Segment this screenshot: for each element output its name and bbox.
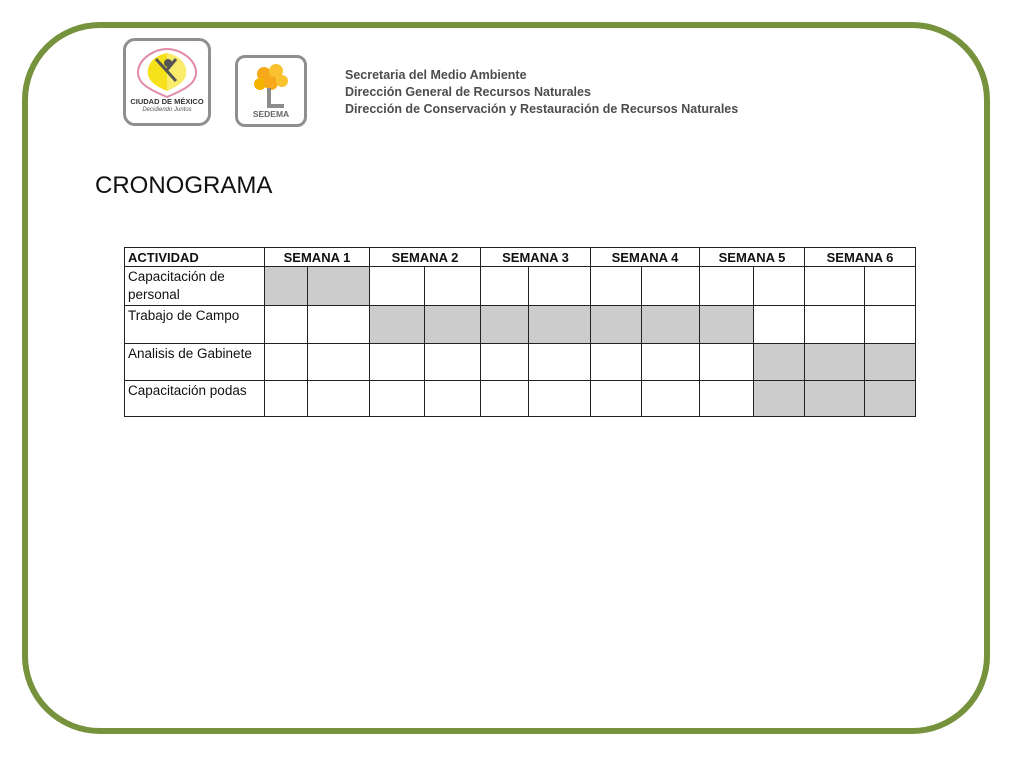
schedule-cell bbox=[308, 381, 370, 417]
schedule-cell bbox=[591, 381, 642, 417]
schedule-cell-active bbox=[700, 306, 754, 344]
schedule-cell-active bbox=[308, 267, 370, 306]
schedule-cell bbox=[805, 267, 865, 306]
schedule-cell-active bbox=[865, 381, 916, 417]
schedule-cell-active bbox=[370, 306, 425, 344]
activity-label: Capacitación de personal bbox=[125, 267, 265, 306]
schedule-cell-active bbox=[265, 267, 308, 306]
schedule-cell bbox=[865, 306, 916, 344]
page-title: CRONOGRAMA bbox=[95, 172, 273, 199]
schedule-cell bbox=[754, 267, 805, 306]
week-header-6: SEMANA 6 bbox=[805, 248, 916, 267]
schedule-table bbox=[124, 247, 916, 417]
week-header-5: SEMANA 5 bbox=[700, 248, 805, 267]
schedule-cell bbox=[370, 344, 425, 381]
cdmx-logo bbox=[123, 38, 211, 126]
schedule-cell bbox=[529, 381, 591, 417]
schedule-cell bbox=[700, 344, 754, 381]
sedema-logo bbox=[235, 55, 307, 127]
table-row bbox=[125, 267, 916, 306]
week-header-3: SEMANA 3 bbox=[481, 248, 591, 267]
schedule-cell-active bbox=[591, 306, 642, 344]
schedule-cell bbox=[754, 306, 805, 344]
table-body bbox=[125, 267, 916, 417]
header-line-3: Dirección de Conservación y Restauración de Recursos Naturales bbox=[345, 102, 739, 116]
cdmx-logo-motto: Decidiendo Juntos bbox=[142, 107, 192, 113]
cdmx-logo-text: CIUDAD DE MÉXICO bbox=[130, 97, 204, 106]
schedule-cell bbox=[805, 306, 865, 344]
schedule-cell bbox=[308, 344, 370, 381]
schedule-cell bbox=[370, 267, 425, 306]
schedule-cell bbox=[308, 306, 370, 344]
schedule-cell bbox=[265, 306, 308, 344]
table-row bbox=[125, 344, 916, 381]
schedule-cell bbox=[591, 267, 642, 306]
schedule-cell bbox=[481, 381, 529, 417]
header-line-2: Dirección General de Recursos Naturales bbox=[345, 85, 591, 99]
schedule-cell-active bbox=[425, 306, 481, 344]
schedule-cell bbox=[265, 344, 308, 381]
schedule-cell bbox=[529, 344, 591, 381]
schedule-cell-active bbox=[481, 306, 529, 344]
schedule-cell bbox=[481, 267, 529, 306]
schedule-cell bbox=[700, 267, 754, 306]
schedule-cell bbox=[425, 381, 481, 417]
schedule-cell bbox=[265, 381, 308, 417]
activity-label: Trabajo de Campo bbox=[125, 306, 265, 344]
schedule-cell-active bbox=[529, 306, 591, 344]
schedule-cell bbox=[425, 267, 481, 306]
schedule-cell-active bbox=[805, 381, 865, 417]
schedule-cell bbox=[700, 381, 754, 417]
activity-label: Capacitación podas bbox=[125, 381, 265, 417]
schedule-cell-active bbox=[865, 344, 916, 381]
schedule-cell-active bbox=[754, 381, 805, 417]
schedule-cell-active bbox=[805, 344, 865, 381]
activity-header: ACTIVIDAD bbox=[125, 248, 265, 267]
activity-label: Analisis de Gabinete bbox=[125, 344, 265, 381]
week-header-2: SEMANA 2 bbox=[370, 248, 481, 267]
schedule-cell bbox=[370, 381, 425, 417]
schedule-cell-active bbox=[642, 306, 700, 344]
schedule-cell bbox=[529, 267, 591, 306]
schedule-cell-active bbox=[754, 344, 805, 381]
schedule-cell bbox=[642, 267, 700, 306]
week-header-1: SEMANA 1 bbox=[265, 248, 370, 267]
schedule-cell bbox=[481, 344, 529, 381]
sedema-logo-text: SEDEMA bbox=[252, 109, 290, 119]
schedule-cell bbox=[642, 344, 700, 381]
schedule-cell bbox=[865, 267, 916, 306]
week-header-4: SEMANA 4 bbox=[591, 248, 700, 267]
table-row bbox=[125, 306, 916, 344]
header-text bbox=[345, 67, 738, 118]
schedule-cell bbox=[591, 344, 642, 381]
header-line-1: Secretaria del Medio Ambiente bbox=[345, 68, 527, 82]
schedule-cell bbox=[642, 381, 700, 417]
schedule-cell bbox=[425, 344, 481, 381]
table-row bbox=[125, 381, 916, 417]
table-header-row bbox=[125, 248, 916, 267]
